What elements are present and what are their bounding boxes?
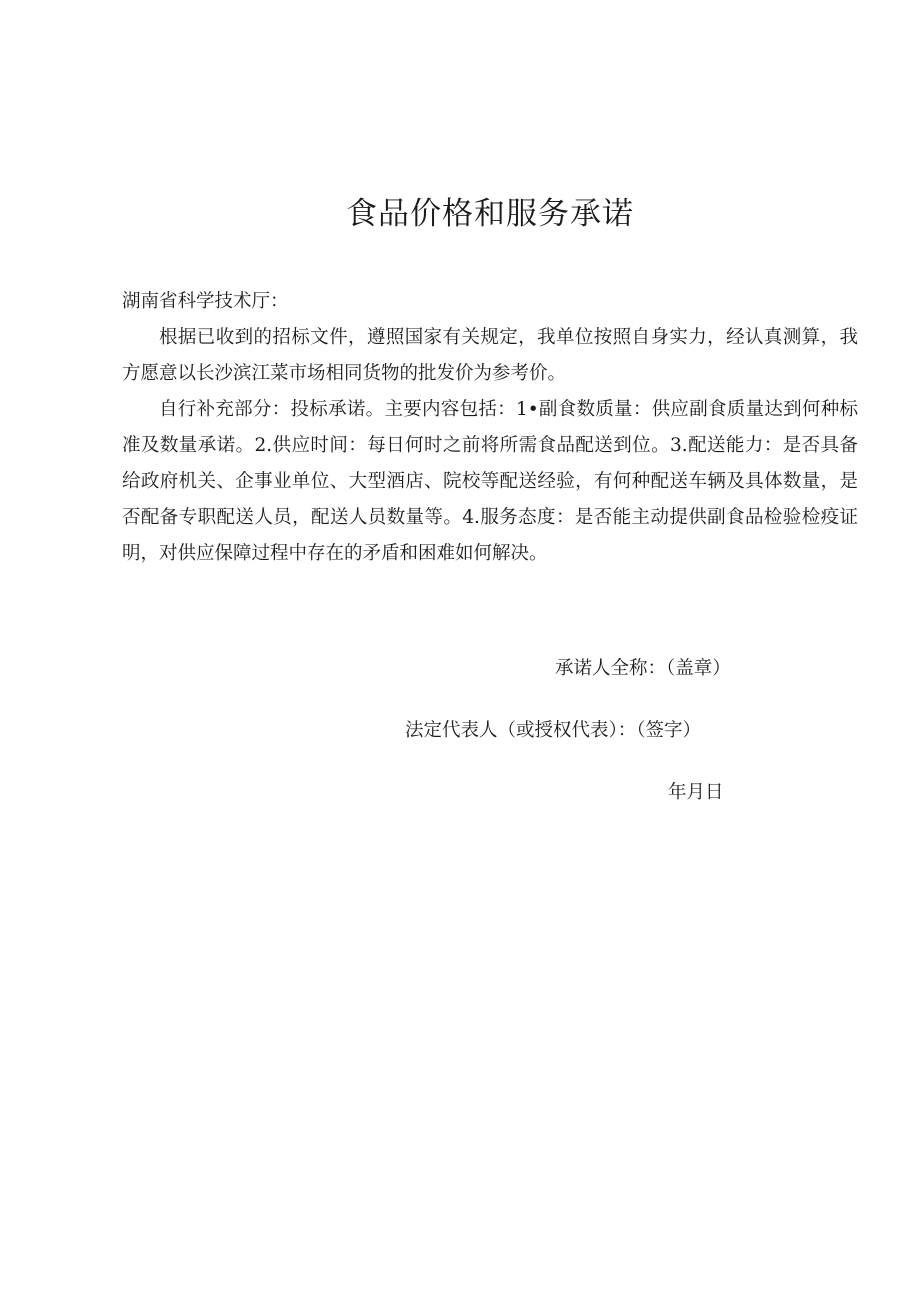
document-title: 食品价格和服务承诺 bbox=[346, 196, 634, 232]
paragraph-price-commitment: 根据已收到的招标文件，遵照国家有关规定，我单位按照自身实力，经认真测算，我方愿意以长沙滨江菜市场相同货物的批发价为参考价。 bbox=[122, 327, 858, 384]
signature-promisor: 承诺人全称：（盖章） bbox=[555, 658, 731, 679]
signature-date: 年月日 bbox=[668, 782, 724, 803]
paragraph-service-commitment: 自行补充部分：投标承诺。主要内容包括：1•副食数质量：供应副食质量达到何种标准及数量承诺。2.供应时间：每日何时之前将所需食品配送到位。3.配送能力：是否具备给政府机关、企事业单位、大型酒店、院校等配送经验，有何种配送车辆及具体数量，是否配备专职配送人员，配送人员数量等。4.服务态度：是否能主动提供副食品检验检疫证明，对供应保障过程中存在的矛盾和困难如何解决。 bbox=[122, 399, 858, 564]
signature-representative: 法定代表人（或授权代表）：（签字） bbox=[405, 720, 702, 741]
salutation: 湖南省科学技术厅： bbox=[122, 291, 289, 312]
